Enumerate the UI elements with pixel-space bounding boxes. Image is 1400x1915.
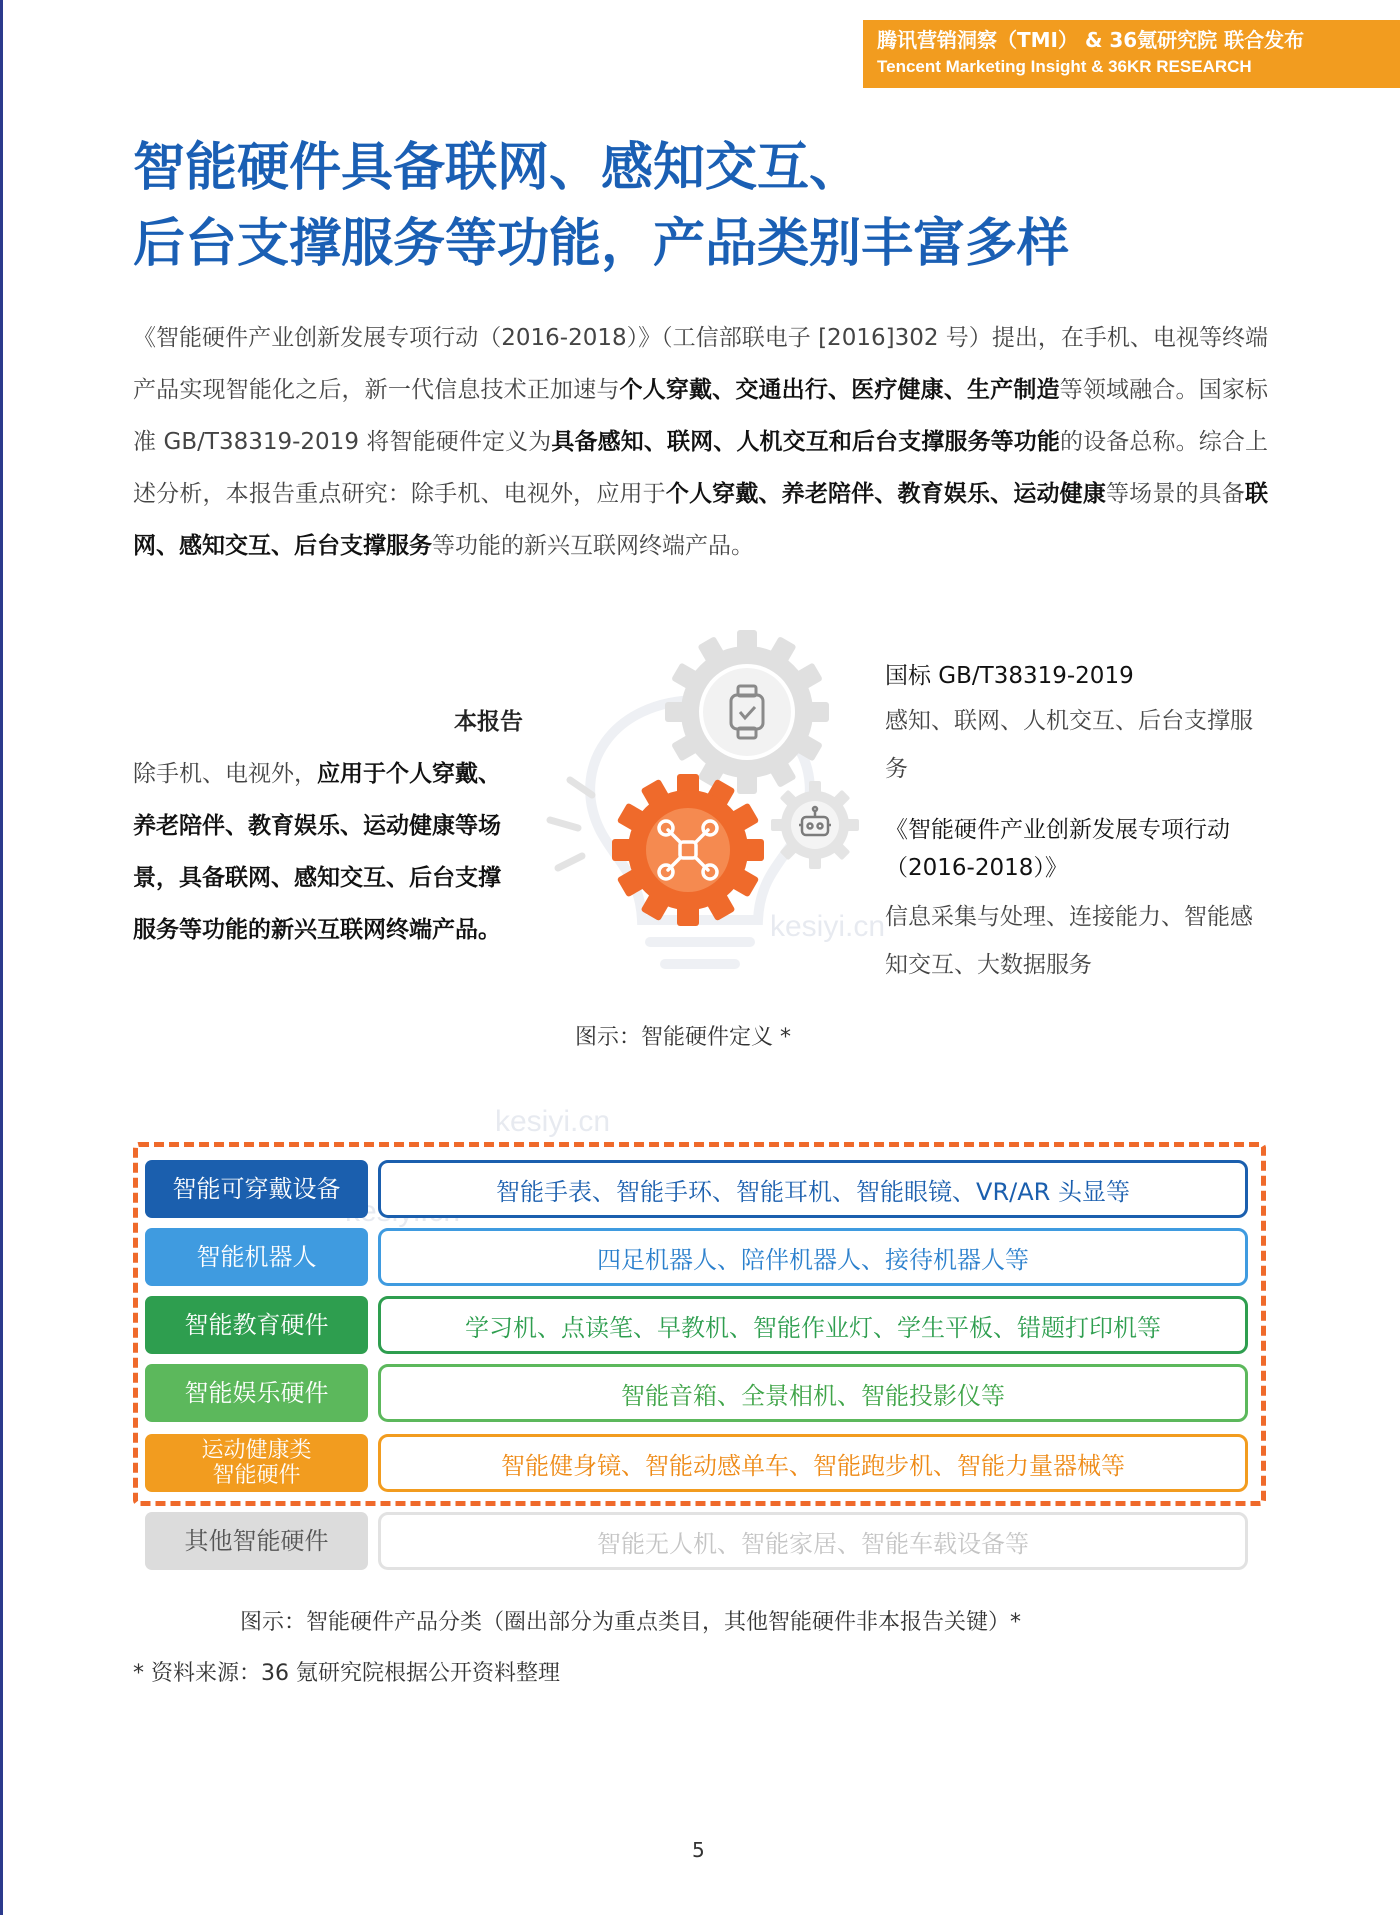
category-examples: 智能音箱、全景相机、智能投影仪等 (378, 1364, 1248, 1422)
definitions-right (885, 655, 1275, 989)
gear-diagram (530, 620, 880, 980)
action-plan-heading: 《智能硬件产业创新发展专项行动（2016-2018）》 (885, 817, 1230, 881)
standard-definition-body: 感知、联网、人机交互、后台支撑服务 (885, 708, 1253, 782)
page-number: 5 (692, 1838, 705, 1862)
intro-text: 等场景的具备 (1106, 481, 1246, 507)
report-definition-heading: 本报告 (454, 709, 523, 735)
report-definition-lead: 除手机、电视外， (133, 761, 317, 787)
watermark: kesiyi.cn (495, 1105, 611, 1138)
category-label: 智能可穿戴设备 (145, 1160, 368, 1218)
category-label: 其他智能硬件 (145, 1512, 368, 1570)
page-title-line2: 后台支撑服务等功能，产品类别丰富多样 (133, 214, 1070, 274)
category-label: 智能娱乐硬件 (145, 1364, 368, 1422)
gear-small-grey (771, 781, 859, 869)
category-examples: 智能手表、智能手环、智能耳机、智能眼镜、VR/AR 头显等 (378, 1160, 1248, 1218)
category-label: 智能机器人 (145, 1228, 368, 1286)
category-examples: 智能无人机、智能家居、智能车载设备等 (378, 1512, 1248, 1570)
report-header-band (863, 20, 1400, 88)
gear-orange (612, 774, 764, 926)
intro-text: 的设备总称。综合上述分析，本报告重点研究：除手机、电视外，应用于 (133, 429, 1269, 507)
category-examples: 四足机器人、陪伴机器人、接待机器人等 (378, 1228, 1248, 1286)
intro-emphasis: 联网、感知交互、后台支撑服务 (133, 481, 1269, 559)
page-title (133, 130, 1069, 282)
classification-caption: 图示：智能硬件产品分类（圈出部分为重点类目，其他智能硬件非本报告关键）* (240, 1610, 1022, 1635)
standard-definition-heading: 国标 GB/T38319-2019 (885, 663, 1134, 689)
intro-text: 等功能的新兴互联网终端产品。 (432, 533, 754, 559)
page-title-line1: 智能硬件具备联网、感知交互、 (133, 138, 862, 198)
intro-emphasis: 个人穿戴、交通出行、医疗健康、生产制造 (619, 377, 1060, 403)
watermark: kesiyi.cn (770, 910, 886, 943)
intro-paragraph (133, 312, 1268, 572)
report-definition (133, 696, 523, 956)
intro-emphasis: 个人穿戴、养老陪伴、教育娱乐、运动健康 (665, 481, 1107, 507)
intro-text: 《智能硬件产业创新发展专项行动（2016-2018）》（工信部联电子 [2016]302 号）提出，在手机、电视等终端产品实现智能化之后，新一代信息技术正加速与 (133, 325, 1268, 403)
header-publisher-cn: 腾讯营销洞察（TMI） & 36氪研究院 联合发布 (877, 28, 1305, 52)
category-label: 运动健康类 智能硬件 (145, 1434, 368, 1492)
glow-rays (550, 780, 592, 868)
category-examples: 学习机、点读笔、早教机、智能作业灯、学生平板、错题打印机等 (378, 1296, 1248, 1354)
left-rule (0, 0, 3, 1915)
action-plan-body: 信息采集与处理、连接能力、智能感知交互、大数据服务 (885, 904, 1253, 978)
definition-caption: 图示：智能硬件定义 * (575, 1025, 791, 1050)
intro-text: 等领域融合。国家标准 GB/T38319-2019 将智能硬件定义为 (133, 377, 1269, 455)
header-publisher-en: Tencent Marketing Insight & 36KR RESEARCH (877, 57, 1252, 76)
intro-emphasis: 具备感知、联网、人机交互和后台支撑服务等功能 (551, 429, 1061, 455)
source-note: * 资料来源：36 氪研究院根据公开资料整理 (133, 1661, 560, 1686)
category-examples: 智能健身镜、智能动感单车、智能跑步机、智能力量器械等 (378, 1434, 1248, 1492)
category-label: 智能教育硬件 (145, 1296, 368, 1354)
report-definition-body: 应用于个人穿戴、养老陪伴、教育娱乐、运动健康等场景，具备联网、感知交互、后台支撑服务等功能的新兴互联网终端产品。 (133, 761, 501, 943)
